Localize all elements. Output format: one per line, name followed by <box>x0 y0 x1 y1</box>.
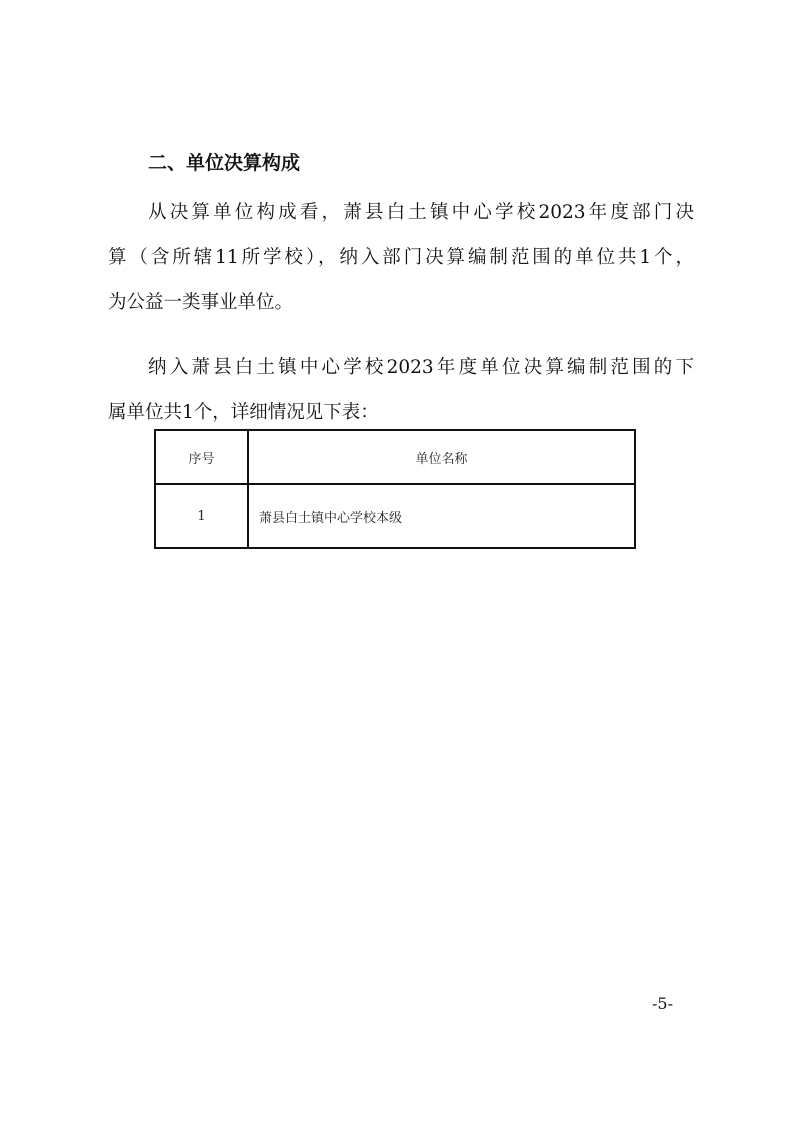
page-number: -5- <box>652 994 673 1013</box>
cell-unit-name: 萧县白土镇中心学校本级 <box>248 484 635 548</box>
paragraph-line: 纳入萧县白土镇中心学校2023年度单位决算编制范围的下 <box>148 357 694 378</box>
table-header-row <box>155 430 635 484</box>
section-heading: 二、单位决算构成 <box>148 152 301 174</box>
paragraph-unit-composition <box>108 190 694 325</box>
paragraph-line: 为公益一类事业单位。 <box>108 292 294 313</box>
paragraph-line: 算（含所辖11所学校），纳入部门决算编制范围的单位共1个， <box>108 247 694 268</box>
header-unit-name: 单位名称 <box>248 430 635 484</box>
unit-table <box>154 429 636 549</box>
header-serial-number: 序号 <box>155 430 248 484</box>
paragraph-line: 从决算单位构成看，萧县白土镇中心学校2023年度部门决 <box>148 202 694 223</box>
cell-serial-number: 1 <box>155 484 248 548</box>
paragraph-line: 属单位共1个，详细情况见下表： <box>108 402 379 423</box>
paragraph-subordinate-units <box>108 345 694 435</box>
table-row <box>155 484 635 548</box>
